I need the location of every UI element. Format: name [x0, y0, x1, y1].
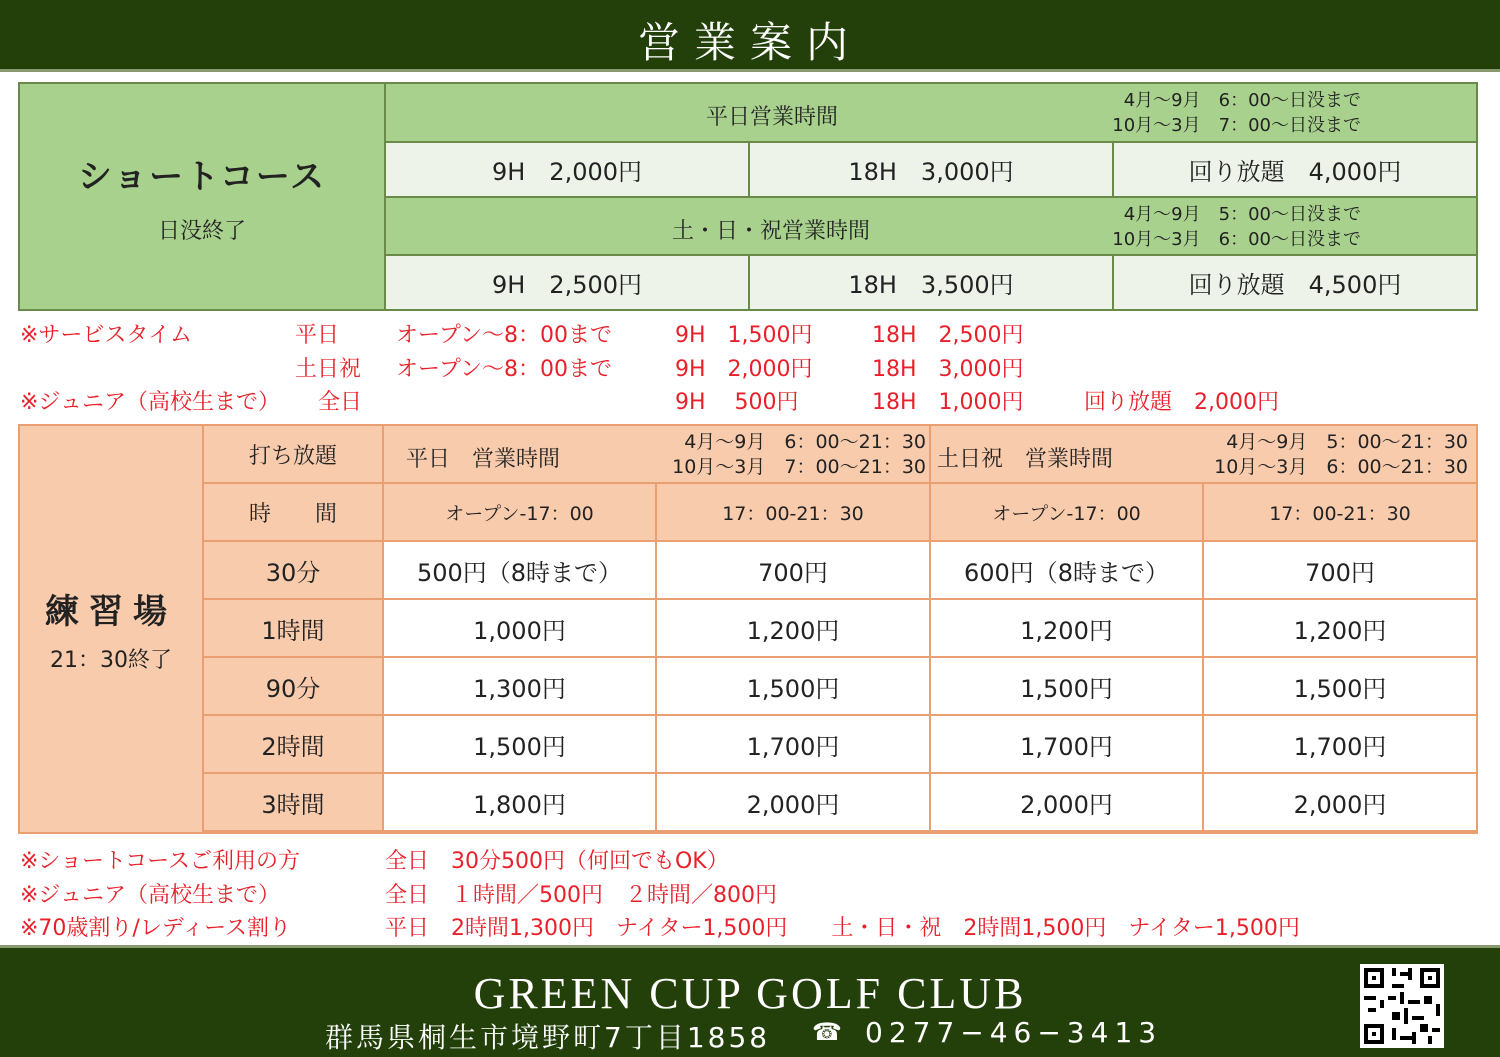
weekday-hours-summer: 4月～9月 6：00～日没まで — [1123, 90, 1361, 111]
short-course-title-cell — [20, 84, 384, 309]
note-day: 土日祝 — [295, 357, 362, 382]
price-cell — [931, 542, 1202, 598]
qr-code-icon[interactable] — [1360, 964, 1444, 1048]
practice-title-cell — [20, 426, 202, 832]
time-label-cell — [204, 484, 382, 540]
time-slot — [657, 484, 929, 540]
holiday-hours-summer: 4月～9月 5：00～日没まで — [1123, 204, 1361, 225]
note-day: 全日 — [318, 390, 363, 415]
price-cell — [931, 716, 1202, 772]
qr-code-graphic — [1360, 964, 1444, 1048]
price-text: 1,200円 — [746, 616, 840, 645]
holiday-price-9h — [386, 256, 748, 309]
practice-weekday-header — [384, 426, 929, 482]
weekday-price-18h — [750, 143, 1112, 196]
note-label: ※ジュニア（高校生まで） — [20, 883, 280, 908]
price-text: 9H 2,500円 — [491, 271, 643, 299]
col-label-text: 打ち放題 — [248, 443, 337, 469]
weekday-price-unlimited — [1114, 143, 1476, 196]
note-time: オープン～8：00まで — [396, 323, 613, 348]
footer-bar — [0, 945, 1500, 1057]
price-cell — [384, 600, 655, 656]
practice-subtitle: 21：30終了 — [50, 648, 172, 673]
time-slot-text: 17：00-21：30 — [722, 502, 864, 525]
duration-text: 30分 — [265, 558, 321, 587]
price-text: 700円 — [758, 558, 828, 587]
price-text: 1,700円 — [1020, 732, 1113, 761]
price-text: 18H 3,000円 — [848, 158, 1014, 186]
holiday-hours-row — [386, 198, 1476, 254]
note-unlimited: 回り放題 2,000円 — [1084, 390, 1279, 415]
time-slot — [384, 484, 655, 540]
price-cell — [384, 774, 655, 830]
address: 群馬県桐生市境野町7丁目1858 — [325, 1021, 771, 1054]
note-time: オープン～8：00まで — [396, 357, 613, 382]
note-9h: 9H 1,500円 — [675, 323, 813, 348]
club-name: GREEN CUP GOLF CLUB — [473, 969, 1027, 1018]
weekday-hours-row — [386, 84, 1476, 141]
price-text: 2,000円 — [1293, 790, 1387, 819]
practice-table — [18, 424, 1478, 834]
price-cell — [384, 658, 655, 714]
weekday-hours-winter: 10月～3月 7：00～日没まで — [1112, 115, 1361, 136]
page-title: 営業案内 — [637, 18, 862, 67]
note-18h: 18H 1,000円 — [872, 390, 1024, 415]
price-text: 1,500円 — [746, 674, 840, 703]
price-cell — [657, 658, 929, 714]
time-slot-text: 17：00-21：30 — [1269, 502, 1411, 525]
price-cell — [1204, 716, 1476, 772]
price-cell — [657, 542, 929, 598]
price-text: 1,300円 — [473, 674, 566, 703]
price-cell — [1204, 600, 1476, 656]
practice-col-label — [204, 426, 382, 482]
holiday-hours-winter: 10月～3月 6：00～21：30 — [1214, 456, 1468, 478]
time-slot-text: オープン-17：00 — [445, 502, 594, 525]
note-18h: 18H 3,000円 — [872, 357, 1024, 382]
time-slot-text: オープン-17：00 — [992, 502, 1141, 525]
holiday-label: 土日祝 営業時間 — [937, 447, 1114, 472]
price-text: 9H 2,000円 — [491, 158, 643, 186]
header-bar — [0, 0, 1500, 72]
practice-holiday-header — [931, 426, 1476, 482]
price-text: 2,000円 — [1020, 790, 1113, 819]
time-slot — [931, 484, 1202, 540]
note-detail: 平日 2時間1,300円 ナイター1,500円 土・日・祝 2時間1,500円 ナイター1,500円 — [385, 916, 1300, 941]
note-detail: 全日 １時間／500円 ２時間／800円 — [385, 883, 777, 908]
price-cell — [931, 658, 1202, 714]
price-text: 1,500円 — [1020, 674, 1113, 703]
duration-cell — [204, 542, 382, 598]
holiday-hours-winter: 10月～3月 6：00～日没まで — [1112, 229, 1361, 250]
note-label: ※ショートコースご利用の方 — [20, 849, 301, 874]
holiday-hours — [1112, 202, 1361, 252]
duration-text: 2時間 — [261, 732, 325, 761]
holiday-hours-label: 土・日・祝営業時間 — [672, 219, 871, 244]
weekday-hours — [672, 430, 926, 480]
note-detail: 全日 30分500円（何回でもOK） — [385, 849, 729, 874]
time-label-text: 時 間 — [248, 501, 337, 527]
short-course-title: ショートコース — [77, 156, 327, 197]
price-text: 600円（8時まで） — [963, 558, 1170, 587]
note-label: ※サービスタイム — [20, 323, 192, 348]
price-text: 回り放題 4,000円 — [1188, 158, 1402, 186]
price-text: 1,700円 — [1293, 732, 1387, 761]
note-label: ※ジュニア（高校生まで） — [20, 390, 280, 415]
price-text: 700円 — [1305, 558, 1375, 587]
price-text: 1,700円 — [746, 732, 840, 761]
phone-number: 0277−46−3413 — [865, 1016, 1163, 1049]
practice-title: 練習場 — [45, 592, 177, 632]
time-slot — [1204, 484, 1476, 540]
price-text: 18H 3,500円 — [848, 271, 1014, 299]
price-text: 1,500円 — [1293, 674, 1387, 703]
price-text: 2,000円 — [746, 790, 840, 819]
price-text: 1,000円 — [473, 616, 566, 645]
duration-cell — [204, 600, 382, 656]
weekday-hours-summer: 4月～9月 6：00～21：30 — [684, 431, 926, 453]
note-18h: 18H 2,500円 — [872, 323, 1024, 348]
note-9h: 9H 500円 — [675, 390, 799, 415]
weekday-price-9h — [386, 143, 748, 196]
phone-icon: ☎ — [812, 1018, 842, 1046]
price-cell — [657, 600, 929, 656]
price-cell — [1204, 774, 1476, 830]
price-text: 1,500円 — [473, 732, 566, 761]
duration-cell — [204, 716, 382, 772]
price-cell — [1204, 658, 1476, 714]
note-9h: 9H 2,000円 — [675, 357, 813, 382]
note-label: ※70歳割り/レディース割り — [20, 916, 291, 941]
short-course-table — [18, 82, 1478, 311]
price-cell — [384, 542, 655, 598]
price-text: 1,200円 — [1293, 616, 1387, 645]
price-cell — [384, 716, 655, 772]
duration-text: 90分 — [265, 674, 321, 703]
note-day: 平日 — [295, 323, 340, 348]
price-cell — [1204, 542, 1476, 598]
duration-cell — [204, 658, 382, 714]
price-text: 500円（8時まで） — [416, 558, 623, 587]
duration-cell — [204, 774, 382, 830]
holiday-hours-summer: 4月～9月 5：00～21：30 — [1226, 431, 1468, 453]
weekday-hours-winter: 10月～3月 7：00～21：30 — [672, 456, 926, 478]
price-cell — [657, 774, 929, 830]
holiday-price-unlimited — [1114, 256, 1476, 309]
holiday-hours — [1214, 430, 1468, 480]
price-cell — [931, 774, 1202, 830]
duration-text: 3時間 — [261, 790, 325, 819]
price-text: 1,800円 — [473, 790, 566, 819]
price-text: 回り放題 4,500円 — [1188, 271, 1402, 299]
weekday-label: 平日 営業時間 — [406, 447, 561, 472]
duration-text: 1時間 — [261, 616, 325, 645]
holiday-price-18h — [750, 256, 1112, 309]
short-course-subtitle: 日没終了 — [157, 218, 246, 244]
price-text: 1,200円 — [1020, 616, 1113, 645]
price-cell — [931, 600, 1202, 656]
weekday-hours-label: 平日営業時間 — [706, 105, 839, 130]
weekday-hours — [1112, 88, 1361, 138]
price-cell — [657, 716, 929, 772]
